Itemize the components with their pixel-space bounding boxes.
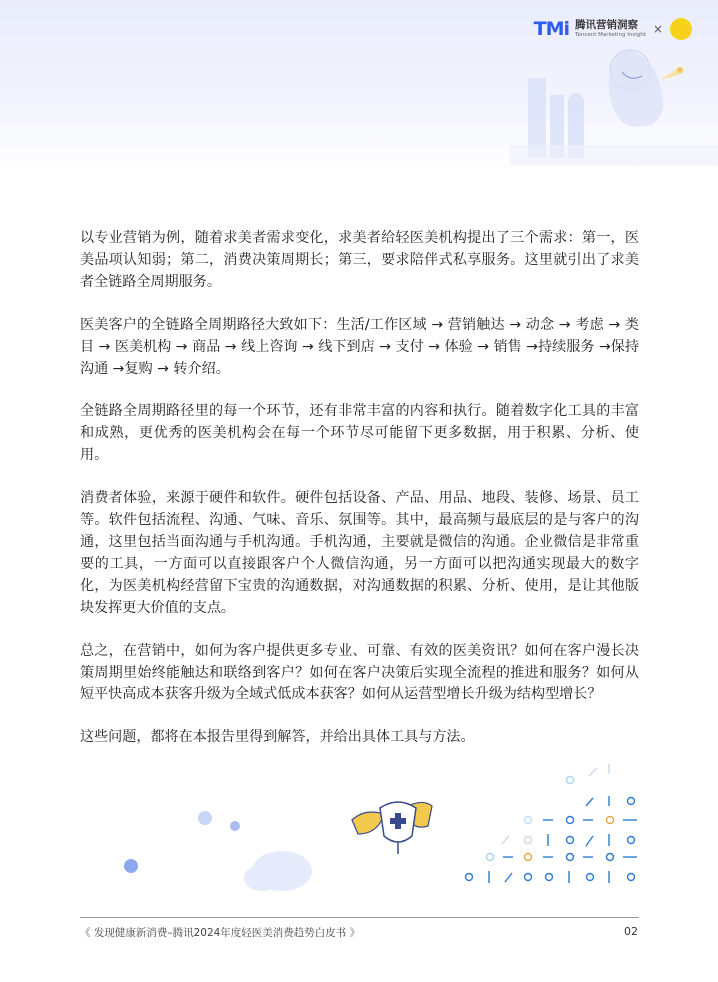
header-illustration-icon <box>510 40 718 165</box>
decorative-footer-art <box>0 760 718 900</box>
brand-header <box>534 18 692 40</box>
brand-name <box>575 20 646 38</box>
report-body <box>80 228 639 770</box>
bubble-small <box>198 811 212 825</box>
paragraph-path-details: 全链路全周期路径里的每一个环节，还有非常丰富的内容和执行。随着数字化工具的丰富和成熟，更优秀的医美机构会在每一个环节尽可能留下更多数据，用于积累、分析、使用。 <box>80 403 639 464</box>
paragraph-consumer-experience: 消费者体验，来源于硬件和软件。硬件包括设备、产品、用品、地段、装修、场景、员工等。软件包括流程、沟通、气味、音乐、氛围等。其中，最高频与最底层的是与客户的沟通，这里包括当面沟通与手机沟通。手机沟通，主要就是微信的沟通。企业微信是非常重要的工具，一方面可以直接跟客户个人微信沟通，另一方面可以把沟通实现最大的数字化，为医美机构经营留下宝贵的沟通数据，对沟通数据的积累、分析、使用，是让其他版块发挥更大价值的支点。 <box>80 490 639 616</box>
page-number: 02 <box>624 925 638 938</box>
logo-separator: × <box>652 22 663 36</box>
paragraph-intro: 以专业营销为例，随着求美者需求变化，求美者给轻医美机构提出了三个需求：第一，医美品项认知弱；第二，消费决策周期长；第三，要求陪伴式私享服务。这里就引出了求美者全链路全周期服务。 <box>80 230 639 290</box>
brand-logo: TMi <box>533 18 570 40</box>
medical-mascot-icon <box>352 802 432 854</box>
brand-name-cn: 腾讯营销洞察 <box>575 19 639 31</box>
brand-name-en: Tencent Marketing Insight <box>575 31 646 38</box>
paragraph-customer-path: 医美客户的全链路全周期路径大致如下：生活/工作区域 → 营销触达 → 动念 → 考虑 → 类目 → 医美机构 → 商品 → 线上咨询 → 线下到店 → 支付 → 体验 → 销售 →持续服务 →保持沟通 →复购 → 转介绍。 <box>80 316 639 377</box>
partner-logo <box>670 18 692 40</box>
bubble-tiny <box>230 821 240 831</box>
paragraph-questions: 总之，在营销中，如何为客户提供更多专业、可靠、有效的医美资讯？如何在客户漫长决策周期里始终能触达和联络到客户？如何在客户决策后实现全流程的推进和服务？如何从短平快高成本获客升级为全域式低成本获客？如何从运营型增长升级为结构型增长？ <box>80 642 639 703</box>
dot-pattern-icon <box>466 764 638 883</box>
bubble-blue <box>124 859 138 873</box>
footer-report-title: 《 发现健康新消费–腾讯2024年度轻医美消费趋势白皮书 》 <box>80 927 361 939</box>
paragraph-conclusion: 这些问题，都将在本报告里得到解答，并给出具体工具与方法。 <box>80 729 475 746</box>
footer-divider <box>80 917 639 918</box>
